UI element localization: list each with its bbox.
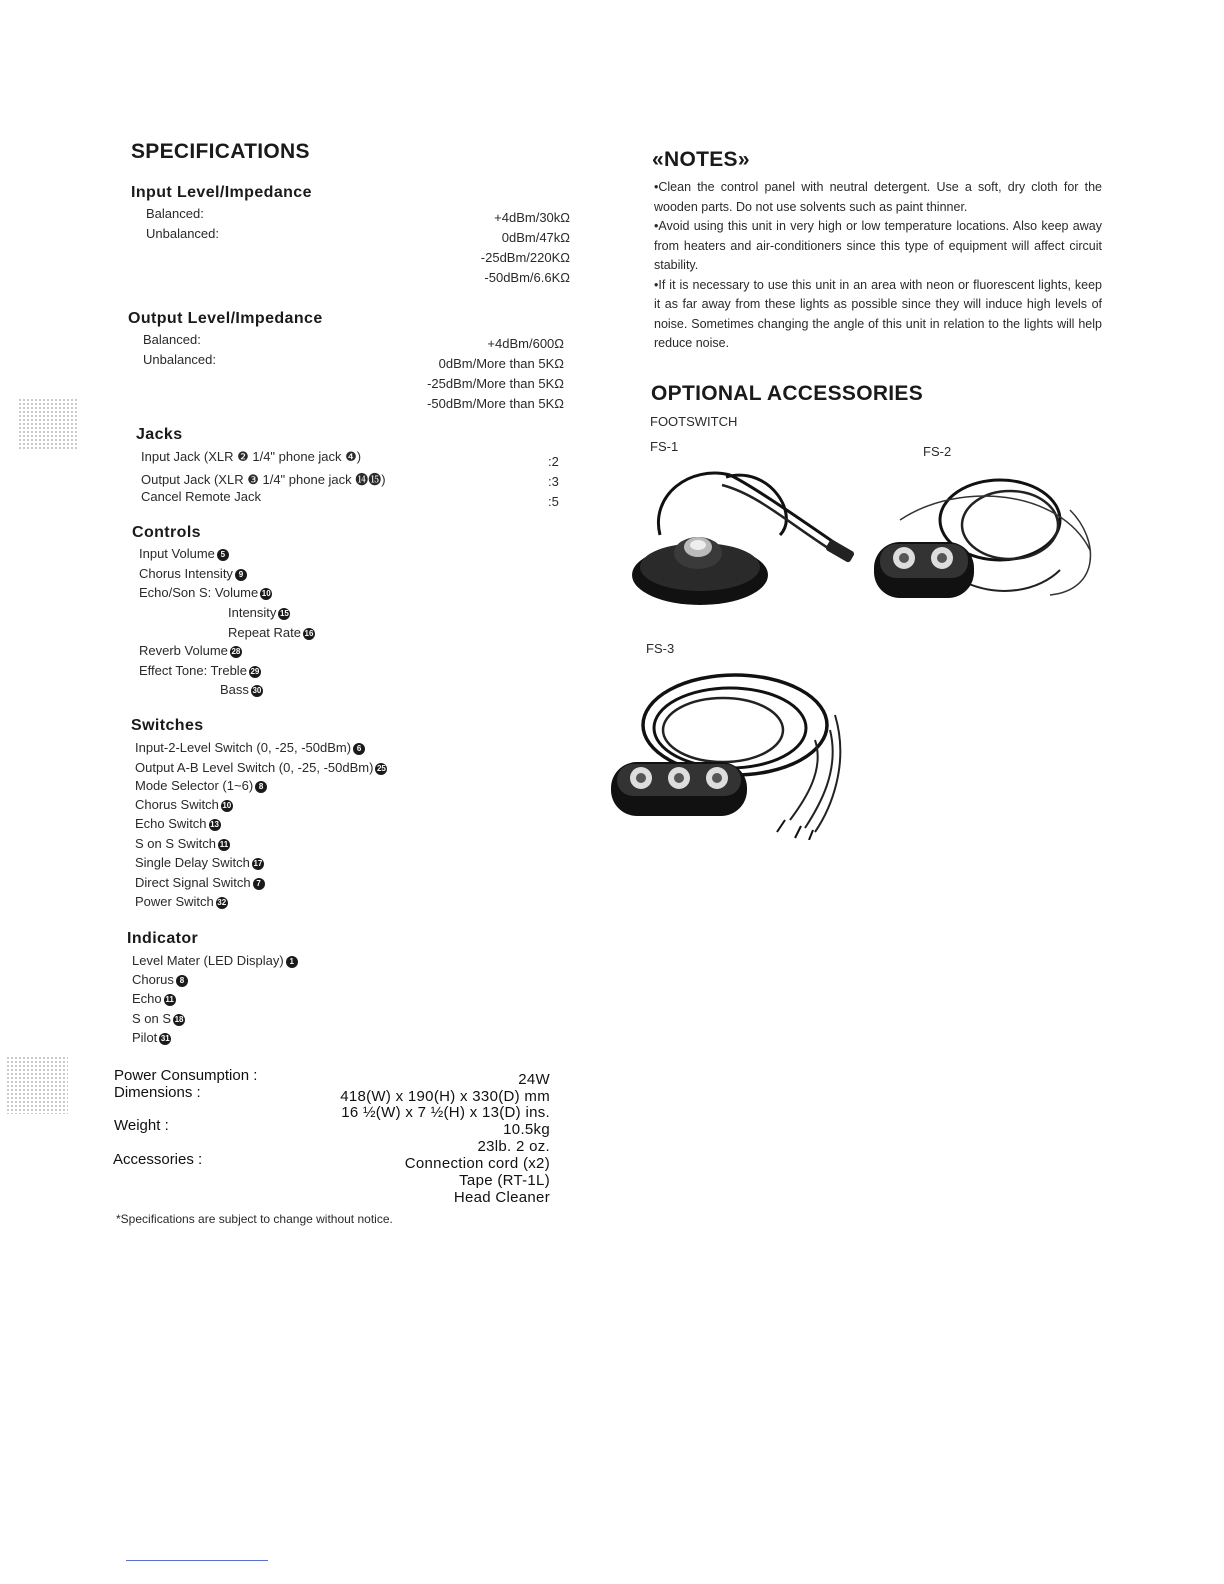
indicator-pilot: Pilot 31 (132, 1030, 170, 1045)
ref-marker: 18 (174, 1014, 184, 1024)
switch-s-on-s: S on S Switch 11 (135, 836, 229, 851)
ref-marker: 29 (250, 666, 260, 676)
ref-marker: 9 (235, 569, 247, 581)
output-value-1: +4dBm/600Ω (487, 336, 564, 351)
ref-marker: 8 (176, 975, 188, 987)
fs1-label: FS-1 (650, 439, 679, 454)
ref-marker: 13 (210, 819, 219, 829)
fs2-footswitch-image (870, 470, 1110, 610)
ref-marker: 17 (253, 858, 263, 868)
fs3-footswitch-image (605, 670, 865, 840)
ref-marker: 7 (253, 878, 265, 890)
switch-power: Power Switch 32 (135, 894, 227, 909)
control-repeat-rate: Repeat Rate 16 (228, 625, 314, 640)
control-effect-bass: Bass 30 (220, 682, 262, 697)
ref-marker: 30 (252, 685, 262, 695)
power-consumption-label: Power Consumption : (114, 1067, 258, 1084)
input-unbalanced-label: Unbalanced: (146, 226, 219, 241)
accessories-value-cleaner: Head Cleaner (453, 1189, 550, 1206)
power-consumption-value: 24W (518, 1071, 550, 1088)
ref-marker: 15 (279, 608, 289, 618)
output-value-4: -50dBm/More than 5KΩ (427, 396, 564, 411)
jack-input-label: Input Jack (XLR ❷ 1/4" phone jack ❹) (141, 449, 362, 464)
switch-chorus: Chorus Switch 10 (135, 797, 232, 812)
output-value-3: -25dBm/More than 5KΩ (427, 376, 564, 391)
weight-label: Weight : (114, 1117, 169, 1134)
control-chorus-intensity: Chorus Intensity 9 (139, 566, 247, 581)
specifications-footnote: *Specifications are subject to change without notice. (116, 1212, 393, 1226)
switches-heading: Switches (131, 717, 204, 734)
ref-marker: 16 (304, 628, 314, 638)
switch-single-delay: Single Delay Switch 17 (135, 855, 263, 870)
switch-input-level: Input-2-Level Switch (0, -25, -50dBm) 6 (135, 740, 365, 755)
scan-noise-bottom (6, 1056, 68, 1114)
ref-marker: 32 (217, 897, 227, 907)
switch-output-level: Output A-B Level Switch (0, -25, -50dBm) 25 (135, 760, 386, 775)
note-paragraph: •Avoid using this unit in very high or low temperature locations. Also keep away from heaters and air-conditioners since this type of equipment will affect circuit stability. (654, 219, 1102, 272)
ref-marker: 6 (353, 743, 365, 755)
weight-value-kg: 10.5kg (503, 1121, 550, 1138)
output-balanced-label: Balanced: (143, 332, 201, 347)
input-value-1: +4dBm/30kΩ (494, 210, 570, 225)
ref-marker: 8 (255, 781, 267, 793)
control-echo-intensity: Intensity 15 (228, 605, 289, 620)
note-paragraph: •Clean the control panel with neutral detergent. Use a soft, dry cloth for the wooden parts. Do not use solvents such as paint thinner. (654, 180, 1102, 214)
switch-direct-signal: Direct Signal Switch 7 (135, 875, 265, 890)
input-level-heading: Input Level/Impedance (131, 184, 312, 201)
output-unbalanced-label: Unbalanced: (143, 352, 216, 367)
indicator-heading: Indicator (127, 930, 199, 947)
fs2-label: FS-2 (923, 444, 952, 459)
input-value-2: 0dBm/47kΩ (501, 230, 570, 245)
accessories-label: Accessories : (113, 1151, 203, 1168)
jack-input-count: :2 (548, 454, 559, 469)
ref-marker: 28 (231, 646, 241, 656)
dimensions-value-mm: 418(W) x 190(H) x 330(D) mm (340, 1088, 550, 1105)
ref-marker: 1 (286, 956, 298, 968)
ref-marker: 31 (160, 1033, 170, 1043)
switch-echo: Echo Switch 13 (135, 816, 219, 831)
jack-cancel-count: :5 (548, 494, 559, 509)
dimensions-label: Dimensions : (114, 1084, 201, 1101)
accessories-value-tape: Tape (RT-1L) (459, 1172, 550, 1189)
optional-accessories-title: OPTIONAL ACCESSORIES (651, 382, 924, 405)
jack-cancel-remote-label: Cancel Remote Jack (141, 489, 261, 504)
control-effect-treble: Effect Tone: Treble 29 (139, 663, 260, 678)
ref-marker: 10 (222, 800, 232, 810)
notes-body (654, 178, 1102, 354)
switch-mode-selector: Mode Selector (1~6) 8 (135, 778, 267, 793)
notes-title: «NOTES» (652, 148, 750, 171)
footswitch-label: FOOTSWITCH (650, 414, 738, 429)
input-value-3: -25dBm/220KΩ (480, 250, 570, 265)
scan-noise-top (18, 398, 78, 450)
ref-marker: 5 (217, 549, 229, 561)
dimensions-value-ins: 16 ½(W) x 7 ½(H) x 13(D) ins. (341, 1104, 550, 1121)
input-balanced-label: Balanced: (146, 206, 204, 221)
ref-marker: 11 (219, 839, 229, 849)
jack-output-label: Output Jack (XLR ❸ 1/4" phone jack ⓮⓯) (141, 472, 386, 487)
control-echo-volume: Echo/Son S: Volume 10 (139, 585, 271, 600)
fs3-label: FS-3 (646, 641, 675, 656)
control-input-volume: Input Volume 5 (139, 546, 229, 561)
fs1-footswitch-image (630, 465, 870, 615)
control-reverb-volume: Reverb Volume 28 (139, 643, 241, 658)
indicator-echo: Echo 11 (132, 991, 174, 1006)
accessories-value-cord: Connection cord (x2) (404, 1155, 550, 1172)
bottom-rule (126, 1560, 268, 1561)
input-value-4: -50dBm/6.6KΩ (484, 270, 570, 285)
output-level-heading: Output Level/Impedance (128, 310, 323, 327)
jack-output-count: :3 (548, 474, 559, 489)
indicator-s-on-s: S on S 18 (132, 1011, 184, 1026)
note-paragraph: •If it is necessary to use this unit in an area with neon or fluorescent lights, keep it as far away from these lights as possible since they will induce high levels of noise. Sometimes changing the angle of this unit in relation to the lights will help reduce noise. (654, 277, 1102, 350)
jacks-heading: Jacks (136, 426, 183, 443)
ref-marker: 11 (165, 994, 174, 1004)
indicator-level-meter: Level Mater (LED Display) 1 (132, 953, 298, 968)
ref-marker: 25 (376, 763, 386, 773)
ref-marker: 10 (261, 588, 271, 598)
weight-value-lb: 23lb. 2 oz. (477, 1138, 550, 1155)
controls-heading: Controls (132, 524, 201, 541)
specifications-title: SPECIFICATIONS (131, 140, 310, 163)
output-value-2: 0dBm/More than 5KΩ (438, 356, 564, 371)
indicator-chorus: Chorus 8 (132, 972, 188, 987)
